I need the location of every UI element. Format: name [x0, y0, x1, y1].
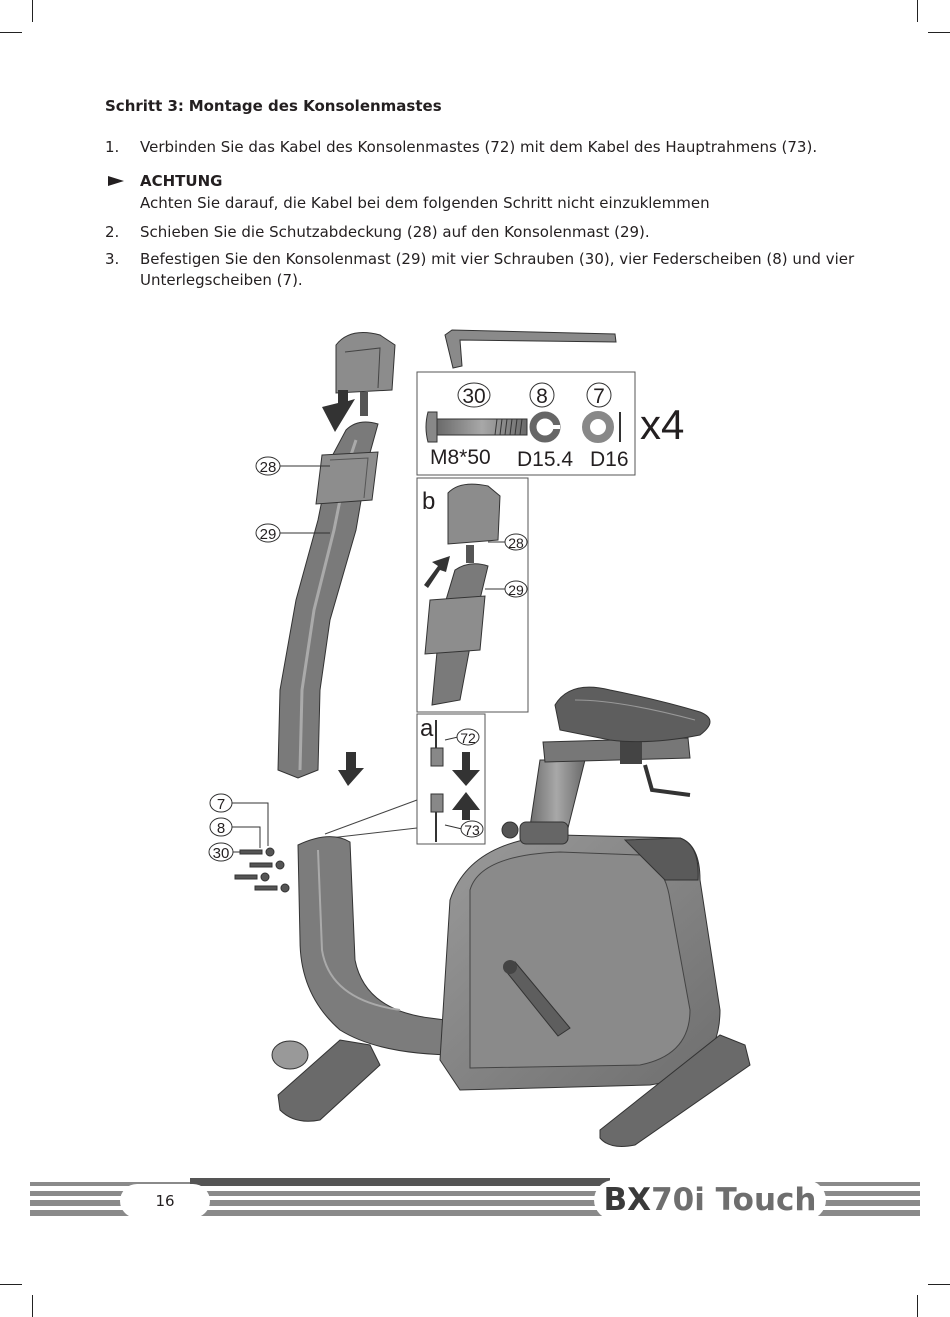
product-brand [594, 1180, 826, 1220]
step-heading-title: Montage des Konsolenmastes [188, 97, 442, 115]
crop-mark-top-left-v [32, 0, 33, 22]
step-number: 3. [105, 250, 120, 268]
step-number: 2. [105, 223, 120, 241]
step-heading-label: Schritt 3: [105, 97, 184, 115]
allen-key-icon [445, 330, 616, 368]
crop-mark-bottom-right-h [928, 1284, 950, 1285]
console-mast-exploded [278, 333, 395, 786]
callout-label: 72 [460, 730, 476, 746]
callout-label: 8 [216, 820, 226, 837]
bolt-size-label: M8*50 [430, 446, 491, 469]
spring-size-label: D15.4 [517, 448, 574, 471]
callout-label: 30 [212, 845, 230, 862]
warning-title: ACHTUNG [140, 172, 223, 190]
callout-label: 28 [508, 535, 524, 551]
callout-bolt [209, 843, 240, 862]
mounting-bolts-icon [235, 848, 289, 892]
step-number: 1. [105, 138, 120, 156]
callout-label: 29 [508, 582, 524, 598]
callout-label: 29 [259, 526, 277, 543]
step-text: Schieben Sie die Schutzabdeckung (28) auf den Konsolenmast (29). [140, 223, 650, 241]
crop-mark-top-right-h [928, 32, 950, 33]
washer-size-label: D16 [590, 448, 629, 471]
detail-letter-a: a [420, 715, 434, 742]
detail-letter-b: b [422, 488, 436, 515]
callout-label: 28 [259, 459, 277, 476]
detail-box-a [417, 714, 485, 844]
detail-box-b [417, 478, 528, 712]
warning-text: Achten Sie darauf, die Kabel bei dem folgenden Schritt nicht einzuklemmen [140, 194, 710, 212]
callout-cover-left [256, 457, 330, 476]
crop-mark-top-left-h [0, 32, 22, 33]
warning-arrow-icon [108, 176, 124, 186]
page-number: 16 [120, 1184, 210, 1218]
bolt-part-number: 30 [462, 385, 486, 408]
crop-mark-bottom-left-h [0, 1284, 22, 1285]
callout-label: 7 [216, 796, 226, 813]
washer-part-number: 7 [593, 385, 605, 408]
brand-bold: BX [603, 1182, 652, 1218]
crop-mark-top-right-v [917, 0, 918, 22]
brand-light: 70i Touch [651, 1182, 817, 1218]
crop-mark-bottom-left-v [32, 1295, 33, 1317]
part-number-bubble [587, 383, 611, 408]
callout-label: 73 [464, 822, 480, 838]
assembly-illustration [0, 300, 950, 1160]
step-heading [105, 97, 442, 115]
hardware-parts-box [417, 372, 635, 475]
step-text: Verbinden Sie das Kabel des Konsolenmastes (72) mit dem Kabel des Hauptrahmens (73). [140, 138, 818, 156]
quantity-label: x4 [640, 401, 685, 448]
spring-part-number: 8 [536, 385, 548, 408]
part-number-bubble [458, 383, 490, 408]
step-text: Befestigen Sie den Konsolenmast (29) mit vier Schrauben (30), vier Federscheiben (8) und vier Unterlegscheiben (7). [140, 250, 855, 289]
crop-mark-bottom-right-v [917, 1295, 918, 1317]
part-number-bubble [530, 383, 554, 408]
